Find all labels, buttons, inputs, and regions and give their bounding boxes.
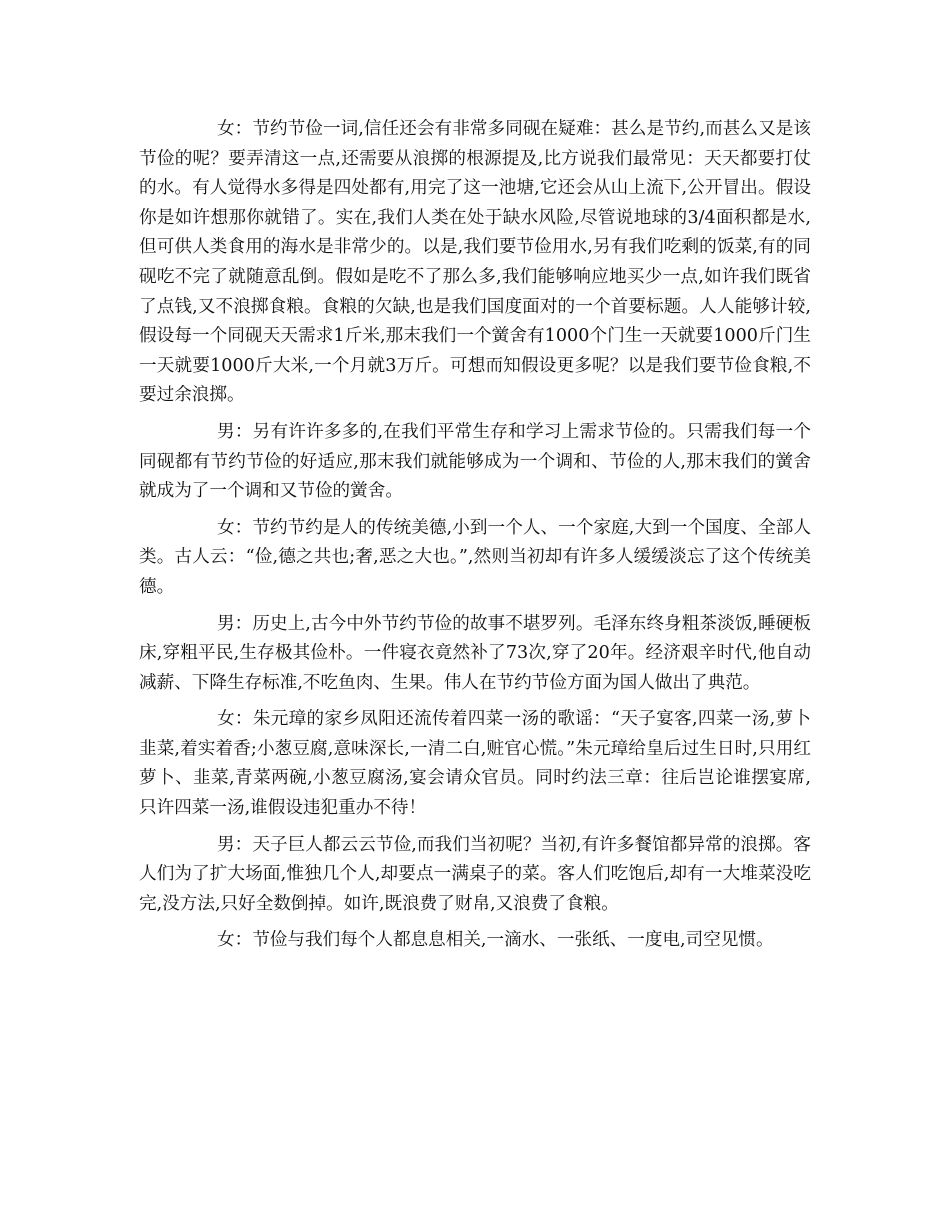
paragraph-5: 女：朱元璋的家乡凤阳还流传着四菜一汤的歌谣：“天子宴客,四菜一汤,萝卜韭菜,着实着香;小葱豆腐,意味深长,一清二白,赃官心慌。”朱元璋给皇后过生日时,只用红萝卜、韭菜,青菜两碗,小葱豆腐汤,宴会请众官员。同时约法三章：往后岂论谁摆宴席,只许四菜一汤,谁假设违犯重办不待！ [139, 709, 811, 819]
paragraph-6: 男：天子巨人都云云节俭,而我们当初呢？当初,有许多餐馆都异常的浪掷。客人们为了扩大场面,惟独几个人,却要点一满桌子的菜。客人们吃饱后,却有一大堆菜没吃完,没方法,只好全数倒掉。如许,既浪费了财帛,又浪费了食粮。 [139, 834, 811, 914]
paragraph-1: 女：节约节俭一词,信任还会有非常多同砚在疑难：甚么是节约,而甚么又是该节俭的呢？要弄清这一点,还需要从浪掷的根源提及,比方说我们最常见：天天都要打仗的水。有人觉得水多得是四处都有,用完了这一池塘,它还会从山上流下,公开冒出。假设你是如许想那你就错了。实在,我们人类在处于缺水风险,尽管说地球的3/4面积都是水,但可供人类食用的海水是非常少的。以是,我们要节俭用水,另有我们吃剩的饭菜,有的同砚吃不完了就随意乱倒。假如是吃不了那么多,我们能够响应地买少一点,如许我们既省了点钱,又不浪掷食粮。食粮的欠缺,也是我们国度面对的一个首要标题。人人能够计较,假设每一个同砚天天需求1斤米,那末我们一个黉舍有1000个门生一天就要1000斤门生一天就要1000斤大米,一个月就3万斤。可想而知假设更多呢？以是我们要节俭食粮,不要过余浪掷。 [139, 119, 811, 406]
paragraph-4: 男：历史上,古今中外节约节俭的故事不堪罗列。毛泽东终身粗茶淡饭,睡硬板床,穿粗平民,生存极其俭朴。一件寝衣竟然补了73次,穿了20年。经济艰辛时代,他自动减薪、下降生存标准,不吃鱼肉、生果。伟人在节约节俭方面为国人做出了典范。 [139, 613, 811, 693]
document-body [139, 115, 811, 963]
paragraph-2: 男：另有许许多多的,在我们平常生存和学习上需求节俭的。只需我们每一个同砚都有节约节俭的好适应,那末我们就能够成为一个调和、节俭的人,那末我们的黉舍就成为了一个调和又节俭的黉舍。 [139, 421, 811, 502]
paragraph-7: 女：节俭与我们每个人都息息相关,一滴水、一张纸、一度电,司空见惯。 [217, 930, 774, 951]
paragraph-3: 女：节约节约是人的传统美德,小到一个人、一个家庭,大到一个国度、全部人类。古人云：“俭,德之共也;奢,恶之大也。”,然则当初却有许多人缓缓淡忘了这个传统美德。 [139, 517, 811, 597]
